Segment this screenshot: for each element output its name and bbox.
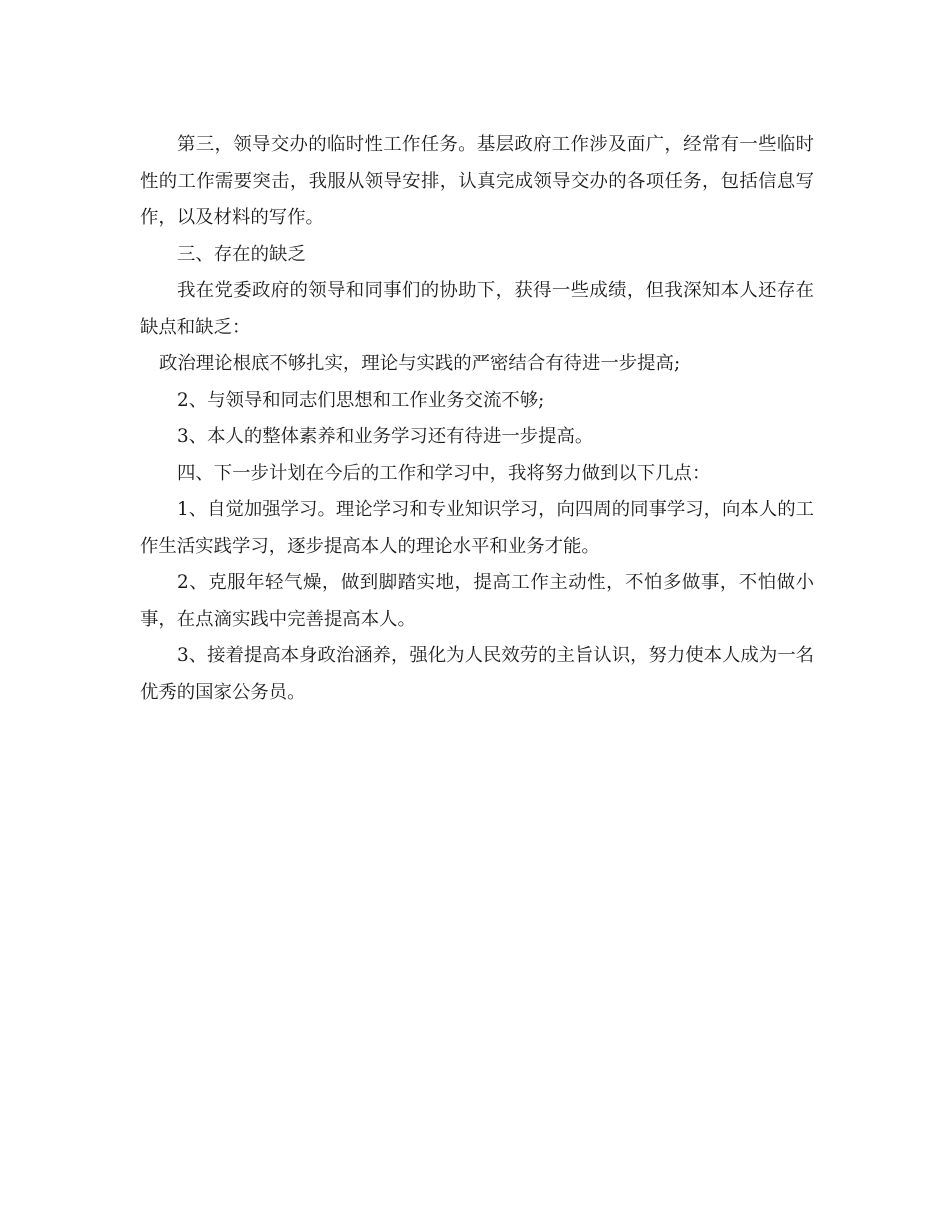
list-item-shortcoming-3: 3、本人的整体素养和业务学习还有待进一步提高。: [177, 426, 594, 447]
paragraph-shortcomings-intro: 我在党委政府的领导和同事们的协助下，获得一些成绩，但我深知本人还存在缺点和缺乏：: [140, 280, 814, 338]
list-item-shortcoming-2: 2、与领导和同志们思想和工作业务交流不够;: [177, 389, 545, 411]
list-item-plan-1: 1、自觉加强学习。理论学习和专业知识学习，向四周的同事学习，向本人的工作生活实践学习，逐步提高本人的理论水平和业务才能。: [140, 499, 814, 557]
section-heading-shortcomings: 三、存在的缺乏: [177, 243, 306, 265]
paragraph-temporary-tasks: 第三，领导交办的临时性工作任务。基层政府工作涉及面广，经常有一些临时性的工作需要突击，我服从领导安排，认真完成领导交办的各项任务，包括信息写作，以及材料的写作。: [140, 134, 814, 228]
list-item-shortcoming-1: 政治理论根底不够扎实，理论与实践的严密结合有待进一步提高;: [159, 353, 681, 374]
document-body: [140, 127, 814, 711]
list-item-plan-2: 2、克服年轻气燥，做到脚踏实地，提高工作主动性，不怕多做事，不怕做小事，在点滴实践中完善提高本人。: [140, 572, 814, 630]
list-item-plan-3: 3、接着提高本身政治涵养，强化为人民效劳的主旨认识，努力使本人成为一名优秀的国家公务员。: [140, 645, 814, 703]
section-heading-next-plan: 四、下一步计划在今后的工作和学习中，我将努力做到以下几点：: [177, 462, 711, 484]
